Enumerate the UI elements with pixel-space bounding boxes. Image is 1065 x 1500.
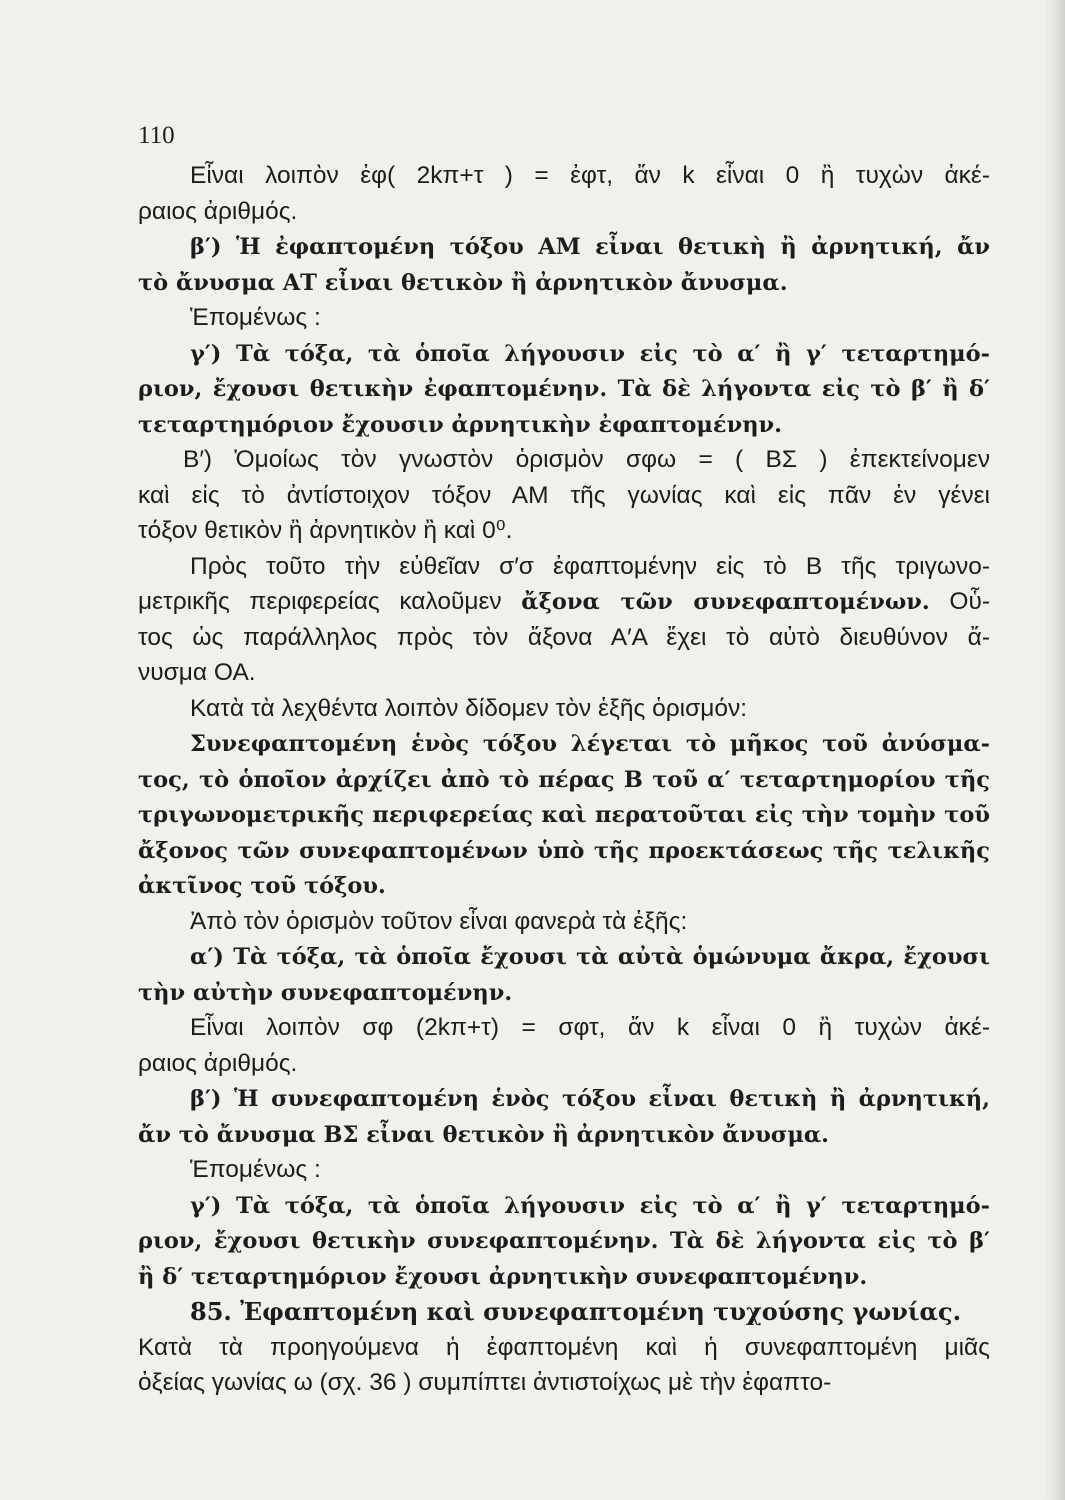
page-number: 110 [138, 122, 175, 149]
text-line [138, 939, 990, 975]
text-line [138, 1010, 990, 1046]
text-segment: Εἶναι λοιπὸν σφ (2kπ+τ) = σφτ, ἄν k εἶναι 0 ἢ τυχὼν ἀκέ- [190, 1014, 990, 1041]
text-line [138, 1046, 990, 1082]
text-segment: β′) Ἡ συνεφαπτομένη ἑνὸς τόξου εἶναι θετικὴ ἢ ἀρνητική, [190, 1086, 990, 1112]
text-line [138, 1081, 990, 1117]
text-segment: τεταρτημόριον ἔχουσιν ἀρνητικὴν ἐφαπτομένην. [138, 411, 782, 438]
text-segment: Ἑπομένως : [190, 304, 321, 331]
text-segment: ριον, ἔχουσι θετικὴν ἐφαπτομένην. Τὰ δὲ λήγοντα εἰς τὸ β′ ἢ δ′ [138, 376, 990, 402]
text-segment: Συνεφαπτομένη ἑνὸς τόξου λέγεται τὸ μῆκος τοῦ ἀνύσμα- [190, 731, 990, 757]
text-line [138, 442, 990, 478]
text-line [138, 229, 990, 265]
text-line [138, 1117, 990, 1153]
text-line [138, 655, 990, 691]
text-segment: τος ὡς παράλληλος πρὸς τὸν ἄξονα Α′Α ἔχει τὸ αὐτὸ διευθύνον ἄ- [138, 623, 990, 651]
text-segment: Οὗ- [929, 588, 991, 615]
text-segment: ραιος ἀριθμός. [138, 1049, 298, 1077]
text-line [138, 1330, 990, 1366]
text-line [138, 833, 990, 869]
text-segment: ραιος ἀριθμός. [138, 197, 298, 225]
text-segment: τὴν αὐτὴν συνεφαπτομένην. [138, 979, 513, 1006]
text-line [138, 513, 990, 549]
text-segment: ὀξείας γωνίας ω (σχ. 36 ) συμπίπτει ἀντιστοίχως μὲ τὴν ἐφαπτο- [138, 1369, 832, 1396]
section-heading: 85. Ἐφαπτομένη καὶ συνεφαπτομένη τυχούσης γωνίας. [190, 1297, 961, 1326]
text-line [138, 1152, 990, 1188]
page-edge-shadow [1043, 0, 1065, 1500]
text-segment: γ′) Τὰ τόξα, τὰ ὁποῖα λήγουσιν εἰς τὸ α′ ἢ γ′ τεταρτημό- [190, 1192, 990, 1219]
text-segment: ἀκτῖνος τοῦ τόξου. [138, 873, 386, 899]
text-line [138, 868, 990, 904]
text-segment: μετρικῆς περιφερείας καλοῦμεν [138, 588, 522, 615]
text-line [138, 726, 990, 762]
text-segment: Εἶναι λοιπὸν ἐφ( 2kπ+τ ) = ἐφτ, ἄν k εἶναι 0 ἢ τυχὼν ἀκέ- [190, 162, 990, 189]
text-line [138, 407, 990, 443]
text-segment-bold: ἄξονα τῶν συνεφαπτομένων. [521, 589, 930, 615]
text-line [138, 1223, 990, 1259]
text-line [138, 904, 990, 940]
text-segment: ἢ δ′ τεταρτημόριον ἔχουσι ἀρνητικὴν συνεφαπτομένην. [138, 1263, 868, 1290]
text-line [138, 336, 990, 372]
text-segment: τόξον θετικὸν ἢ ἀρνητικὸν ἢ καὶ 0⁰. [138, 517, 513, 544]
text-line [138, 620, 990, 656]
text-line [138, 691, 990, 727]
text-line [138, 762, 990, 798]
text-line [138, 300, 990, 336]
text-segment: β′) Ἡ ἐφαπτομένη τόξου ΑΜ εἶναι θετικὴ ἢ ἀρνητική, ἄν [190, 234, 990, 260]
text-line [138, 1294, 990, 1330]
text-line [138, 1188, 990, 1224]
text-segment: καὶ εἰς τὸ ἀντίστοιχον τόξον ΑΜ τῆς γωνίας καὶ εἰς πᾶν ἐν γένει [138, 481, 990, 509]
text-segment: ἄν τὸ ἄνυσμα ΒΣ εἶναι θετικὸν ἢ ἀρνητικὸν ἄνυσμα. [138, 1121, 830, 1148]
text-line [138, 194, 990, 230]
text-line [138, 158, 990, 194]
text-segment: ἄξονος τῶν συνεφαπτομένων ὑπὸ τῆς προεκτάσεως τῆς τελικῆς [138, 837, 990, 864]
text-segment: Πρὸς τοῦτο τὴν εὐθεῖαν σ′σ ἐφαπτομένην εἰς τὸ Β τῆς τριγωνο- [190, 552, 990, 580]
text-line [138, 549, 990, 585]
text-segment: τος, τὸ ὁποῖον ἀρχίζει ἀπὸ τὸ πέρας Β τοῦ α′ τεταρτημορίου τῆς [138, 766, 990, 793]
text-segment: Β′) Ὁμοίως τὸν γνωστὸν ὁρισμὸν σφω = ( ΒΣ ) ἐπεκτείνομεν [183, 446, 990, 473]
text-segment: τριγωνομετρικῆς περιφερείας καὶ περατοῦται εἰς τὴν τομὴν τοῦ [138, 802, 990, 828]
text-line [138, 975, 990, 1011]
text-line [138, 1365, 990, 1401]
text-segment: νυσμα ΟΑ. [138, 659, 256, 686]
text-line [138, 584, 990, 620]
text-segment: Ἀπὸ τὸν ὁρισμὸν τοῦτον εἶναι φανερὰ τὰ ἑξῆς: [190, 907, 688, 935]
body-text [138, 158, 990, 1401]
text-segment: Κατὰ τὰ προηγούμενα ἡ ἐφαπτομένη καὶ ἡ συνεφαπτομένη μιᾶς [138, 1333, 990, 1361]
text-segment: γ′) Τὰ τόξα, τὰ ὁποῖα λήγουσιν εἰς τὸ α′ ἢ γ′ τεταρτημό- [190, 340, 990, 367]
text-line [138, 478, 990, 514]
text-segment: α′) Τὰ τόξα, τὰ ὁποῖα ἔχουσι τὰ αὐτὰ ὁμώνυμα ἄκρα, ἔχουσι [190, 944, 990, 970]
text-line [138, 265, 990, 301]
text-line [138, 371, 990, 407]
text-line [138, 797, 990, 833]
text-segment: Κατὰ τὰ λεχθέντα λοιπὸν δίδομεν τὸν ἑξῆς ὁρισμόν: [190, 694, 748, 722]
text-segment: τὸ ἄνυσμα ΑΤ εἶναι θετικὸν ἢ ἀρνητικὸν ἄνυσμα. [138, 269, 788, 296]
text-segment: Ἑπομένως : [190, 1156, 321, 1183]
text-segment: ριον, ἔχουσι θετικὴν συνεφαπτομένην. Τὰ δὲ λήγοντα εἰς τὸ β′ [138, 1228, 990, 1254]
text-line [138, 1259, 990, 1295]
